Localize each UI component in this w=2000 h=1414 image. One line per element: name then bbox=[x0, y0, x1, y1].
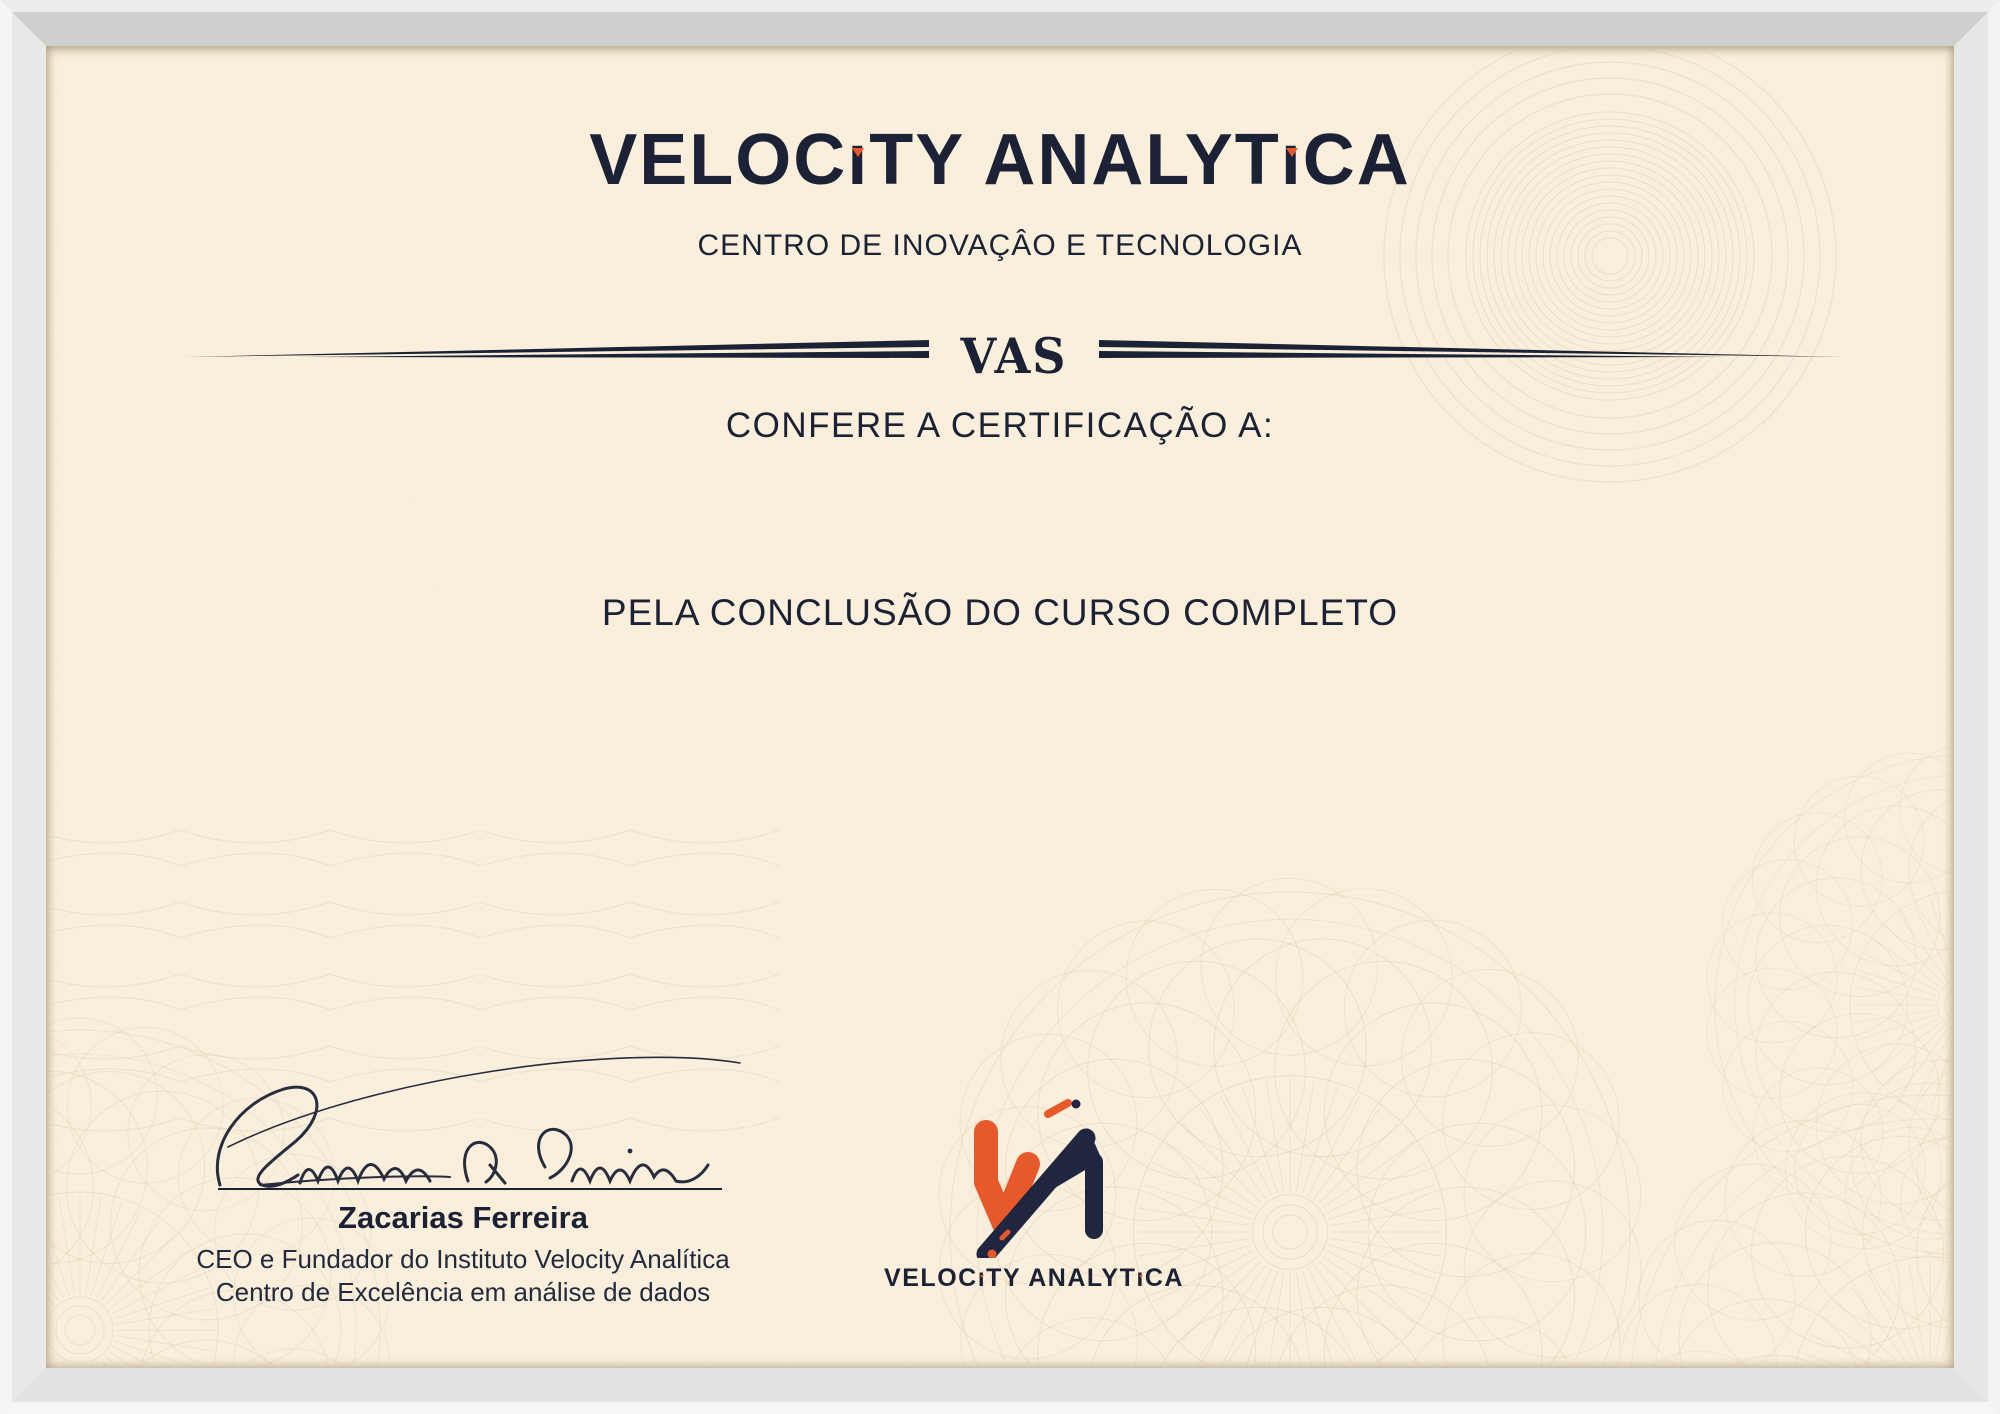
monogram-vas: VAS bbox=[960, 327, 1068, 385]
signer-title bbox=[133, 1243, 793, 1309]
signer-title-line2: Centro de Excelência em análise de dados bbox=[215, 1277, 711, 1307]
signature-line bbox=[218, 1188, 722, 1190]
brand-title: VELOC ıTY ANALYT ıCA bbox=[589, 120, 1411, 200]
orange-triangle-dot-icon bbox=[1286, 148, 1298, 157]
ornamental-divider bbox=[184, 327, 1844, 383]
va-logo-mark-icon bbox=[962, 1098, 1106, 1258]
signature-script bbox=[200, 1035, 760, 1195]
orange-triangle-dot-icon bbox=[1139, 1275, 1143, 1278]
completion-line: PELA CONCLUSÃO DO CURSO COMPLETO bbox=[601, 592, 1399, 633]
dotless-i: ı bbox=[977, 1264, 987, 1292]
recipient-name bbox=[0, 480, 2000, 540]
signer-name: Zacarias Ferreira bbox=[338, 1200, 588, 1235]
dotless-i: ı bbox=[1136, 1264, 1145, 1292]
orange-triangle-dot-icon bbox=[980, 1275, 984, 1278]
brand-subtitle: CENTRO DE INOVAÇÂO E TECNOLOGIA bbox=[697, 229, 1303, 262]
confer-line: CONFERE A CERTIFICAÇÃO A: bbox=[725, 406, 1275, 445]
signer-title-line1: CEO e Fundador do Instituto Velocity Analítica bbox=[196, 1244, 730, 1274]
dotless-i: ı bbox=[847, 120, 870, 200]
dotless-i: ı bbox=[1280, 120, 1303, 200]
orange-triangle-dot-icon bbox=[852, 148, 864, 157]
logo-wordmark: VELOC ıTY ANALYT ıCA bbox=[884, 1264, 1184, 1292]
